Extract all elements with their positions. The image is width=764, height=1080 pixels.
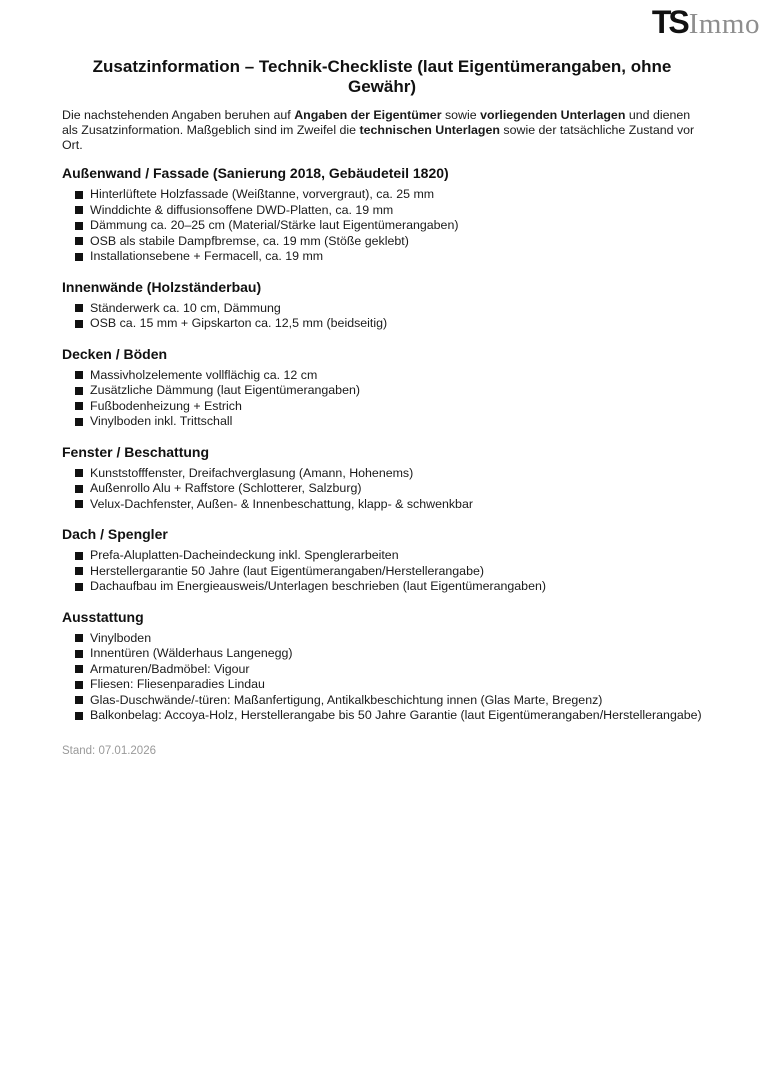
list-item-text: Zusätzliche Dämmung (laut Eigentümerangaben) [90, 383, 360, 398]
section-heading: Innenwände (Holzständerbau) [62, 278, 262, 295]
bullet-square-icon [75, 206, 83, 214]
bullet-list [62, 631, 702, 724]
bullet-square-icon [75, 237, 83, 245]
bullet-square-icon [75, 567, 83, 575]
list-item-text: Balkonbelag: Accoya-Holz, Herstellerangabe bis 50 Jahre Garantie (laut Eigentümerangaben/Herstellerangabe) [90, 708, 702, 723]
list-item [62, 662, 702, 678]
list-item-text: Außenrollo Alu + Raffstore (Schlotterer, Salzburg) [90, 481, 362, 496]
section-heading: Decken / Böden [62, 345, 168, 362]
bullet-square-icon [75, 650, 83, 658]
bullet-square-icon [75, 665, 83, 673]
list-item-text: Winddichte & diffusionsoffene DWD-Platten, ca. 19 mm [90, 202, 394, 217]
list-item [62, 316, 702, 332]
list-item [62, 677, 702, 693]
list-item [62, 301, 702, 317]
list-item [62, 548, 702, 564]
list-item-text: Armaturen/Badmöbel: Vigour [90, 661, 250, 676]
bullet-list [62, 548, 702, 595]
bullet-square-icon [75, 402, 83, 410]
bullet-square-icon [75, 696, 83, 704]
bullet-square-icon [75, 634, 83, 642]
checklist-section [62, 526, 702, 595]
bullet-square-icon [75, 485, 83, 493]
bullet-square-icon [75, 681, 83, 689]
logo-ts-text: TS [651, 4, 687, 40]
bullet-square-icon [75, 712, 83, 720]
bullet-square-icon [75, 253, 83, 261]
checklist-section [62, 444, 702, 513]
list-item [62, 466, 702, 482]
list-item-text: Massivholzelemente vollflächig ca. 12 cm [90, 367, 318, 382]
list-item [62, 368, 702, 384]
section-heading: Außenwand / Fassade (Sanierung 2018, Gebäudeteil 1820) [62, 165, 449, 182]
checklist-section [62, 346, 702, 430]
bullet-list [62, 466, 702, 513]
list-item-text: Hinterlüftete Holzfassade (Weißtanne, vorvergraut), ca. 25 mm [90, 187, 435, 202]
bullet-square-icon [75, 418, 83, 426]
bullet-square-icon [75, 191, 83, 199]
list-item [62, 399, 702, 415]
bullet-square-icon [75, 304, 83, 312]
intro-bold-text: vorliegenden Unterlagen [480, 108, 626, 122]
list-item-text: Vinylboden inkl. Trittschall [90, 414, 233, 429]
list-item-text: Herstellergarantie 50 Jahre (laut Eigentümerangaben/Herstellerangabe) [90, 563, 484, 578]
list-item-text: OSB als stabile Dampfbremse, ca. 19 mm (Stöße geklebt) [90, 233, 409, 248]
list-item-text: Fußbodenheizung + Estrich [90, 398, 242, 413]
logo-immo-text: Immo [688, 8, 760, 40]
list-item-text: Installationsebene + Fermacell, ca. 19 mm [90, 249, 324, 264]
list-item [62, 646, 702, 662]
intro-bold-text: Angaben der Eigentümer [294, 108, 442, 122]
list-item-text: Fliesen: Fliesenparadies Lindau [90, 677, 265, 692]
list-item [62, 249, 702, 265]
sections-container [62, 165, 702, 724]
list-item [62, 564, 702, 580]
list-item [62, 187, 702, 203]
list-item [62, 218, 702, 234]
list-item [62, 203, 702, 219]
intro-paragraph [62, 108, 702, 153]
section-heading: Ausstattung [62, 608, 144, 625]
checklist-section [62, 165, 702, 265]
list-item-text: Ständerwerk ca. 10 cm, Dämmung [90, 300, 281, 315]
bullet-square-icon [75, 320, 83, 328]
bullet-square-icon [75, 552, 83, 560]
list-item-text: Prefa-Aluplatten-Dacheindeckung inkl. Spenglerarbeiten [90, 548, 399, 563]
list-item-text: Dachaufbau im Energieausweis/Unterlagen beschrieben (laut Eigentümerangaben) [90, 579, 546, 594]
bullet-list [62, 301, 702, 332]
intro-text: sowie der tatsächliche Zustand vor Ort. [62, 123, 695, 152]
footer-stand-date: Stand: 07.01.2026 [62, 744, 156, 757]
bullet-square-icon [75, 583, 83, 591]
checklist-section [62, 609, 702, 724]
section-heading: Dach / Spengler [62, 526, 168, 543]
bullet-square-icon [75, 469, 83, 477]
intro-text: Die nachstehenden Angaben beruhen auf [62, 108, 295, 122]
page-title: Zusatzinformation – Technik-Checkliste (laut Eigentümerangaben, ohne Gewähr) [92, 57, 672, 96]
list-item [62, 414, 702, 430]
list-item [62, 693, 702, 709]
company-logo [652, 6, 760, 39]
bullet-square-icon [75, 387, 83, 395]
list-item-text: OSB ca. 15 mm + Gipskarton ca. 12,5 mm (beidseitig) [90, 316, 388, 331]
bullet-square-icon [75, 371, 83, 379]
list-item [62, 481, 702, 497]
list-item-text: Velux-Dachfenster, Außen- & Innenbeschattung, klapp- & schwenkbar [90, 496, 473, 511]
list-item [62, 708, 702, 724]
intro-bold-text: technischen Unterlagen [359, 123, 500, 137]
list-item-text: Vinylboden [90, 630, 152, 645]
section-heading: Fenster / Beschattung [62, 443, 210, 460]
bullet-list [62, 368, 702, 430]
list-item [62, 631, 702, 647]
list-item-text: Kunststofffenster, Dreifachverglasung (Amann, Hohenems) [90, 465, 414, 480]
list-item [62, 579, 702, 595]
bullet-square-icon [75, 222, 83, 230]
list-item-text: Glas-Duschwände/-türen: Maßanfertigung, Antikalkbeschichtung innen (Glas Marte, Bregenz) [90, 692, 603, 707]
list-item [62, 234, 702, 250]
list-item-text: Innentüren (Wälderhaus Langenegg) [90, 646, 293, 661]
bullet-list [62, 187, 702, 265]
list-item [62, 383, 702, 399]
bullet-square-icon [75, 500, 83, 508]
list-item-text: Dämmung ca. 20–25 cm (Material/Stärke laut Eigentümerangaben) [90, 218, 459, 233]
intro-text: sowie [441, 108, 481, 122]
list-item [62, 497, 702, 513]
intro-text: und dienen als Zusatzinformation. Maßgeblich sind im Zweifel die [62, 108, 691, 137]
checklist-section [62, 279, 702, 332]
